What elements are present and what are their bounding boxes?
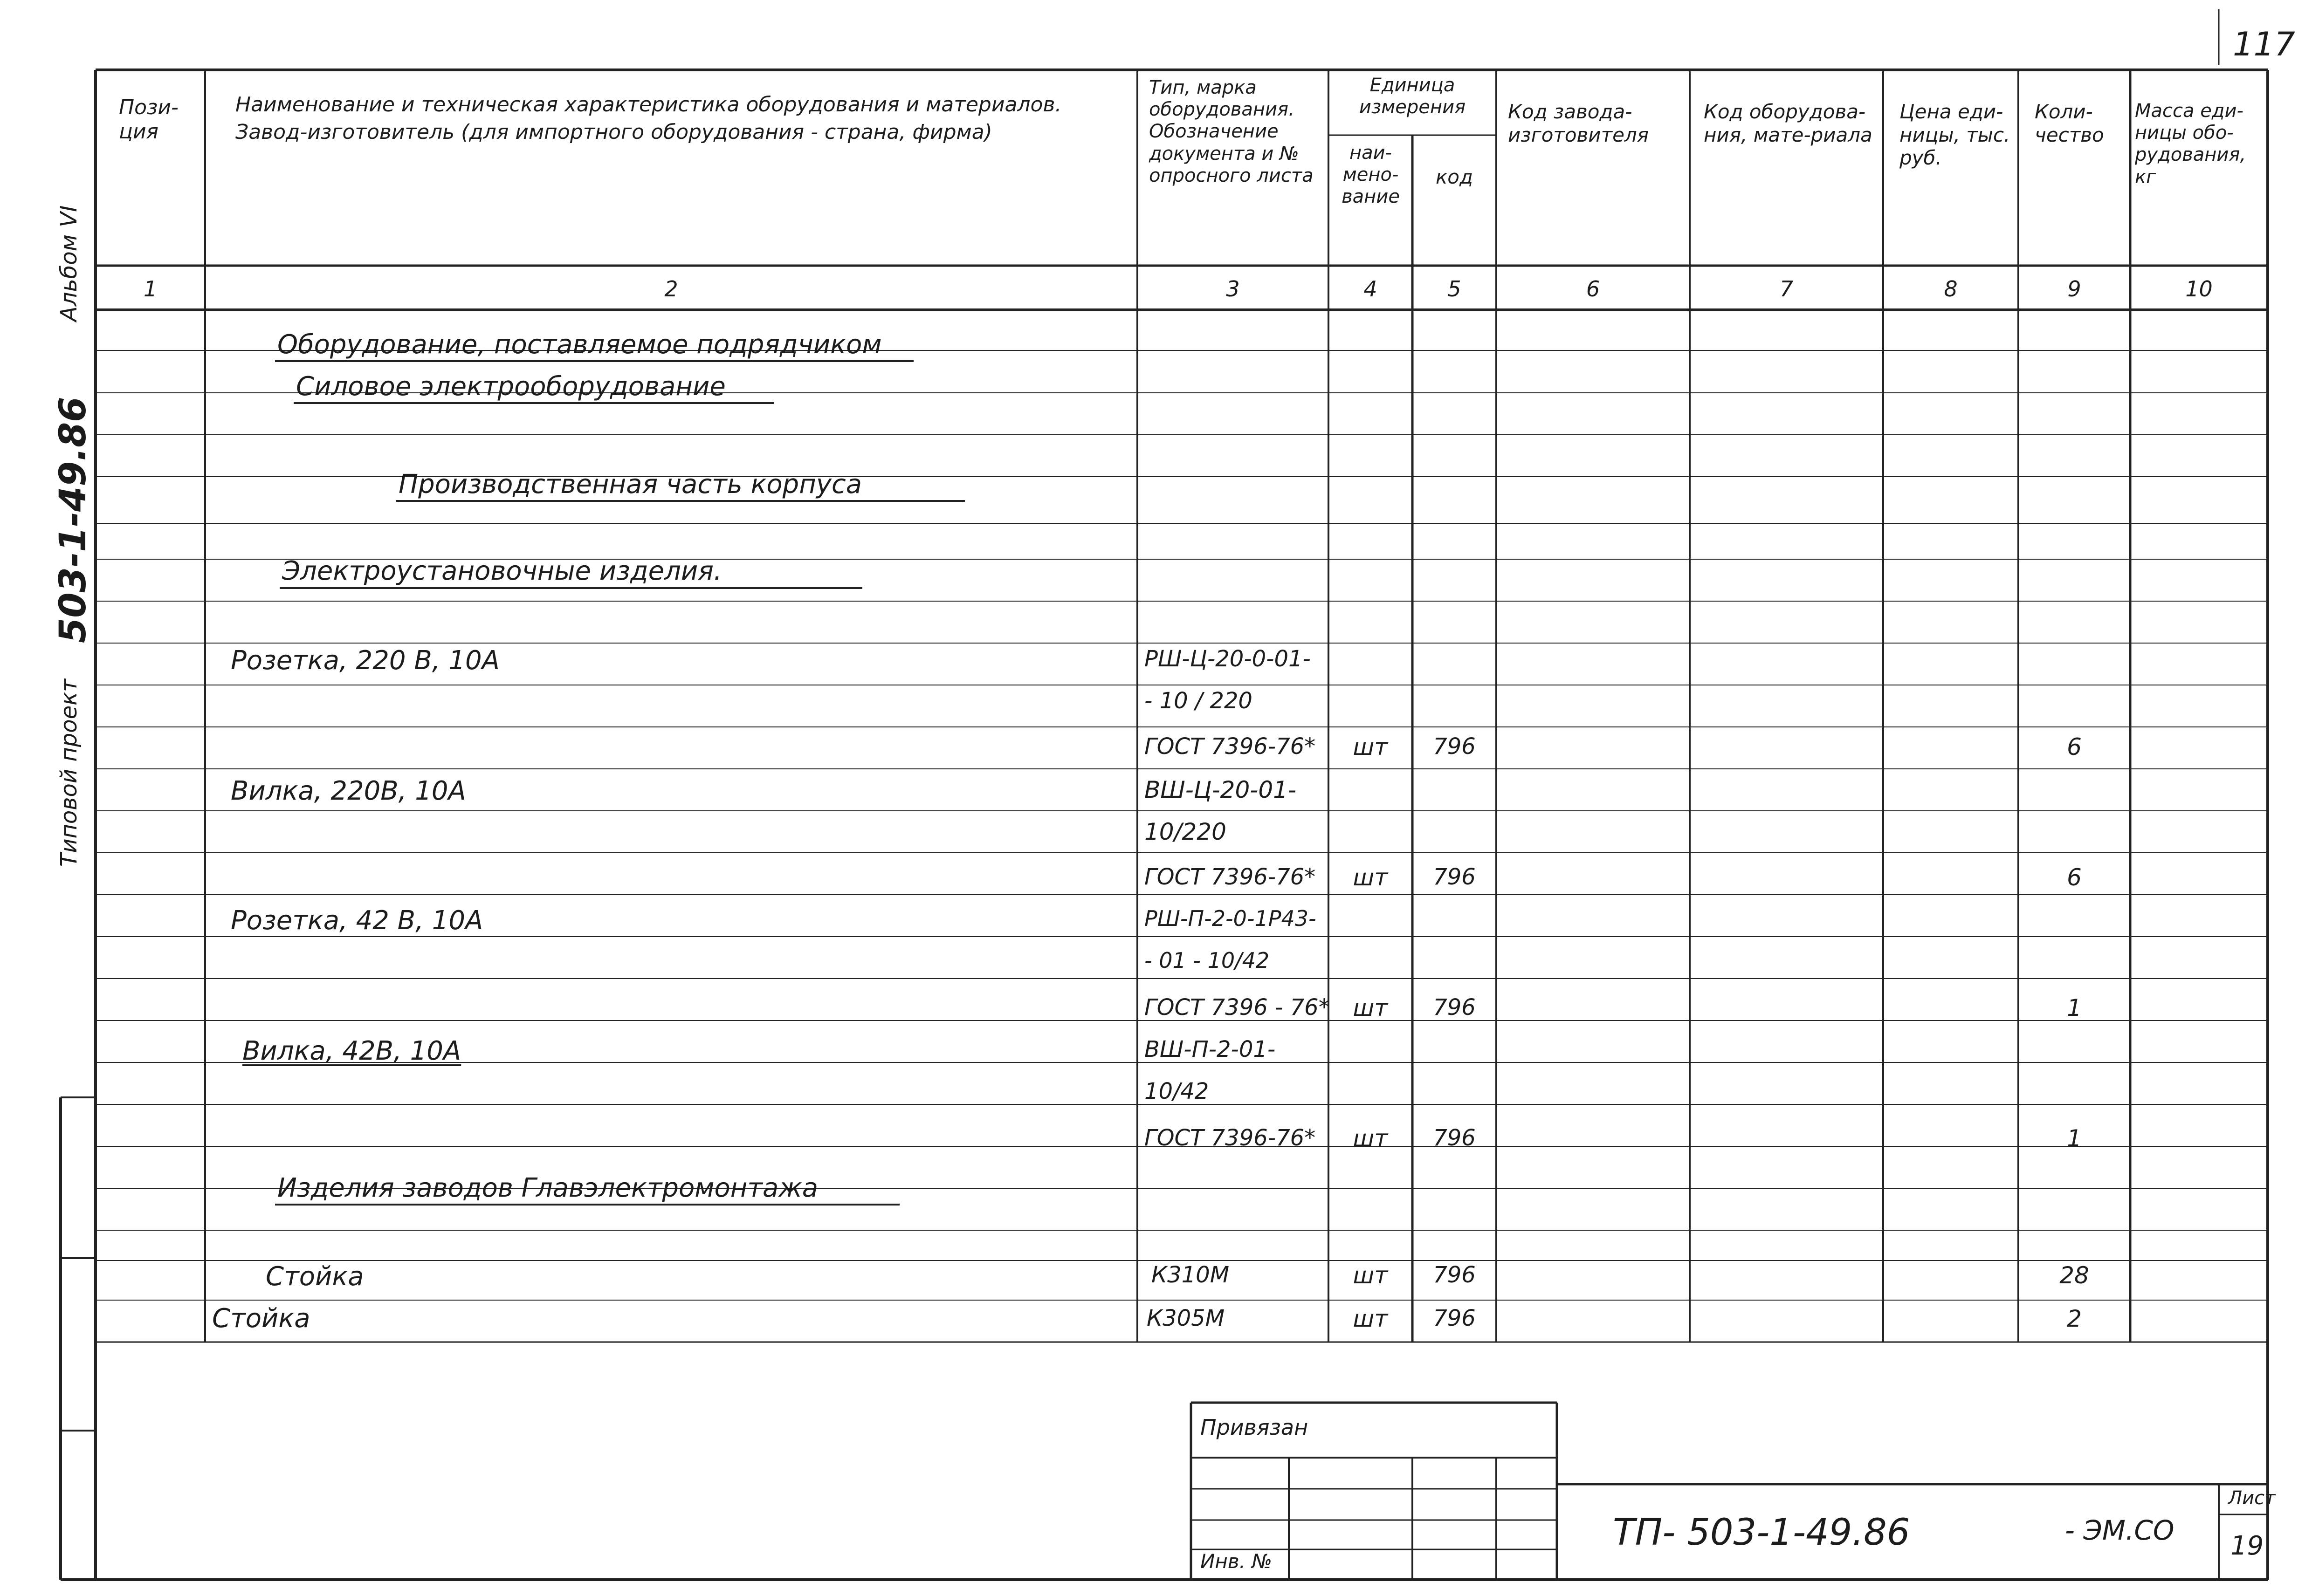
item-unit-name: шт	[1353, 1262, 1388, 1289]
item-type: 10/42	[1144, 1078, 1209, 1104]
item-type: ВШ-П-2-01-	[1144, 1036, 1276, 1062]
inventory-label: Инв. №	[1200, 1550, 1273, 1573]
header-col-8: Цена еди-ницы, тыс. руб.	[1899, 100, 2010, 170]
header-unit: Единица измерения	[1359, 75, 1466, 118]
item-unit-name: шт	[1353, 1305, 1388, 1332]
col-number-3: 3	[1226, 276, 1240, 301]
item-type: 10/220	[1144, 818, 1226, 845]
item-quantity: 2	[2067, 1305, 2082, 1332]
section-heading-production: Производственная часть корпуса	[399, 469, 862, 500]
document-code: ТП- 503-1-49.86	[1613, 1512, 1910, 1554]
item-type: РШ-Ц-20-0-01-	[1144, 646, 1311, 672]
item-name: Розетка, 220 В, 10А	[231, 645, 500, 676]
item-name: Вилка, 220В, 10А	[231, 776, 466, 806]
section-heading-factories: Изделия заводов Главэлектромонтажа	[277, 1173, 819, 1203]
col-number-2: 2	[664, 276, 678, 301]
header-col-9: Коли-чество	[2035, 100, 2104, 146]
page-number: 117	[2233, 25, 2295, 63]
project-label: Типовой проект	[56, 678, 82, 867]
header-col-2: Наименование и техническая характеристика оборудования и материалов. Завод-изготовитель (для импортного оборудования - страна, фирма)	[235, 93, 1062, 144]
item-type: РШ-П-2-0-1Р43-	[1144, 906, 1316, 931]
col-number-10: 10	[2185, 276, 2213, 301]
item-standard: ГОСТ 7396 - 76*	[1144, 994, 1330, 1021]
col-number-6: 6	[1586, 276, 1600, 301]
item-unit-name: шт	[1353, 1125, 1388, 1152]
item-standard: ГОСТ 7396-76*	[1144, 1125, 1316, 1151]
section-heading-equipment: Оборудование, поставляемое подрядчиком	[277, 329, 882, 360]
col-number-8: 8	[1944, 276, 1958, 301]
item-type: К310М	[1151, 1262, 1230, 1288]
item-unit-code: 796	[1433, 1125, 1476, 1151]
item-type: ВШ-Ц-20-01-	[1144, 776, 1297, 803]
item-quantity: 6	[2067, 733, 2082, 760]
item-quantity: 1	[2067, 994, 2082, 1021]
item-unit-code: 796	[1433, 1305, 1476, 1331]
section-heading-installation: Электроустановочные изделия.	[282, 556, 722, 586]
item-quantity: 6	[2067, 864, 2082, 891]
item-unit-code: 796	[1433, 994, 1476, 1021]
section-heading-power: Силовое электрооборудование	[296, 371, 726, 402]
document-suffix: - ЭМ.СО	[2065, 1514, 2174, 1546]
header-col-4: наи-мено-вание	[1342, 142, 1400, 208]
header-col-10: Масса еди-ницы обо-рудования, кг	[2135, 100, 2246, 188]
item-type: - 10 / 220	[1144, 688, 1252, 714]
item-unit-code: 796	[1433, 864, 1476, 890]
col-number-1: 1	[143, 276, 158, 301]
header-col-3: Тип, марка оборудования. Обозначение документа и № опросного листа	[1149, 77, 1314, 186]
item-name: Стойка	[266, 1261, 364, 1292]
sheet-number: 19	[2230, 1531, 2264, 1561]
attached-label: Привязан	[1200, 1415, 1308, 1440]
item-standard: ГОСТ 7396-76*	[1144, 733, 1316, 760]
col-number-5: 5	[1447, 276, 1461, 301]
col-number-9: 9	[2067, 276, 2081, 301]
item-name: Вилка, 42В, 10А	[242, 1036, 461, 1066]
item-unit-name: шт	[1353, 733, 1388, 760]
album-label: Альбом VI	[56, 205, 82, 322]
item-name: Розетка, 42 В, 10А	[231, 905, 483, 936]
item-quantity: 1	[2067, 1125, 2082, 1152]
item-unit-name: шт	[1353, 864, 1388, 891]
item-type: - 01 - 10/42	[1144, 948, 1270, 973]
header-col-5: код	[1435, 165, 1473, 188]
col-number-7: 7	[1779, 276, 1794, 301]
sheet-label: Лист	[2228, 1487, 2276, 1509]
item-type: К305М	[1147, 1305, 1225, 1331]
project-number: 503-1-49.86	[52, 397, 94, 643]
header-col-1: Пози-ция	[119, 96, 179, 144]
col-number-4: 4	[1363, 276, 1377, 301]
item-name: Стойка	[212, 1303, 310, 1334]
header-col-6: Код завода-изготовителя	[1508, 100, 1649, 146]
item-quantity: 28	[2059, 1262, 2089, 1289]
item-unit-code: 796	[1433, 1262, 1476, 1288]
item-unit-name: шт	[1353, 994, 1388, 1021]
header-col-7: Код оборудова-ния, мате-риала	[1704, 100, 1872, 146]
item-unit-code: 796	[1433, 733, 1476, 760]
item-standard: ГОСТ 7396-76*	[1144, 864, 1316, 890]
